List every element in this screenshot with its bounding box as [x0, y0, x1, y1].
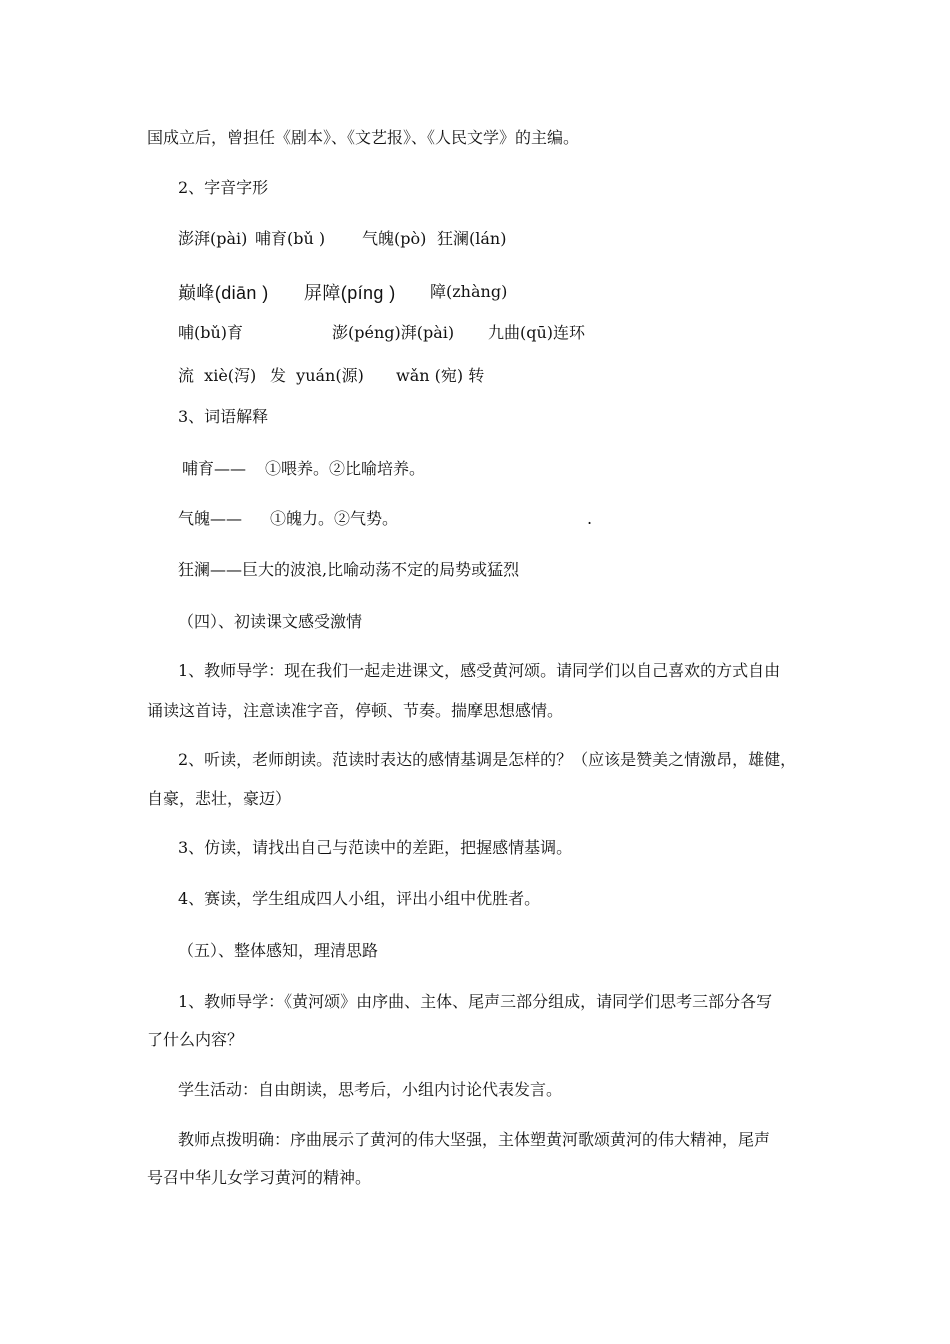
pinyin-liuxie: 流 xiè(泻) [178, 366, 257, 385]
pinyin-buyu: 哺育(bǔ ) [255, 229, 326, 248]
pinyin-zhang: 障(zhàng) [430, 282, 508, 301]
pinyin-kuanglan: 狂澜(lán) [437, 229, 507, 248]
definition-qipo-term: 气魄—— [178, 509, 243, 528]
part-4-item-2-line-1: 2、听读，老师朗读。范读时表达的感情基调是怎样的？（应该是赞美之情激昂，雄健， [178, 750, 797, 769]
pinyin-qipo: 气魄(pò) [362, 229, 427, 248]
section-3-heading: 3、词语解释 [178, 407, 269, 426]
pinyin-dianfeng: 巅峰(diān ) [178, 283, 269, 303]
part-5-item-1-line-2: 了什么内容？ [147, 1030, 244, 1049]
part-4-item-2-line-2: 自豪，悲壮，豪迈） [147, 789, 292, 808]
teacher-summary-line-2: 号召中华儿女学习黄河的精神。 [147, 1168, 372, 1187]
teacher-summary-line-1: 教师点拨明确：序曲展示了黄河的伟大坚强，主体塑黄河歌颂黄河的伟大精神，尾声 [178, 1130, 771, 1149]
definition-qipo-meaning: ①魄力。②气势。 [270, 509, 399, 528]
student-activity: 学生活动：自由朗读，思考后，小组内讨论代表发言。 [178, 1080, 563, 1099]
part-4-item-3: 3、仿读，请找出自己与范读中的差距，把握感情基调。 [178, 838, 573, 857]
pinyin-jiuqu: 九曲(qū)连环 [488, 323, 586, 342]
part-4-item-1-line-1: 1、教师导学：现在我们一起走进课文，感受黄河颂。请同学们以自己喜欢的方式自由 [178, 661, 781, 680]
part-5-item-1-line-1: 1、教师导学：《黄河颂》由序曲、主体、尾声三部分组成，请同学们思考三部分各写 [178, 992, 773, 1011]
part-4-item-4: 4、赛读，学生组成四人小组，评出小组中优胜者。 [178, 889, 541, 908]
part-5-heading: （五）、整体感知，理清思路 [178, 941, 379, 960]
definition-buyu-meaning: ①喂养。②比喻培养。 [265, 459, 426, 478]
part-4-item-1-line-2: 诵读这首诗，注意读准字音，停顿、节奏。揣摩思想感情。 [147, 701, 564, 720]
part-4-heading: （四）、初读课文感受激情 [178, 612, 363, 631]
pinyin-pengpai-2: 澎(péng)湃(pài) [332, 323, 455, 342]
intro-tail-text: 国成立后，曾担任《剧本》、《文艺报》、《人民文学》的主编。 [147, 128, 580, 147]
pinyin-pengpai: 澎湃(pài) [178, 229, 248, 248]
pinyin-wanzhuan: wǎn (宛) 转 [396, 366, 485, 385]
definition-kuanglan: 狂澜——巨大的波浪,比喻动荡不定的局势或猛烈 [178, 560, 520, 579]
definition-dot: . [587, 509, 593, 528]
pinyin-pingzhang: 屏障(píng ) [304, 283, 396, 303]
pinyin-fayuan: 发 yuán(源) [270, 366, 364, 385]
section-2-heading: 2、字音字形 [178, 178, 269, 197]
pinyin-buyu-2: 哺(bǔ)育 [178, 323, 244, 342]
definition-buyu-term: 哺育—— [182, 459, 247, 478]
